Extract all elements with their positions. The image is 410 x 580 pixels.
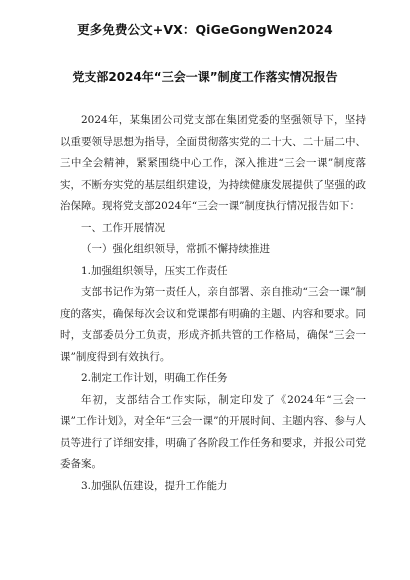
item-heading-team-building: 3.加强队伍建设，提升工作能力 — [81, 479, 228, 492]
intro-paragraph: 2024年，某集团公司党支部在集团党委的坚强领导下，坚持以重要领导思想为指导，全面贯彻落实党的二十大、二十届二中、三中全会精神，紧紧围绕中心工作，深入推进“三会一课”制度落实，不断夯实党的基层组织建设，为持续健康发展提供了坚强的政治保障。现将党支部2024年“三会一课”制度执行情况报告如下： — [60, 114, 366, 212]
item-heading-organization: 1.加强组织领导，压实工作责任 — [81, 264, 228, 277]
subsection-heading-leadership: （一）强化组织领导，常抓不懈持续推进 — [81, 243, 270, 255]
promo-banner: 更多免费公文+VX：QiGeGongWen2024 — [77, 22, 333, 37]
section-heading-work-status: 一、工作开展情况 — [81, 221, 165, 234]
document-body — [60, 110, 366, 497]
item-body-organization: 支部书记作为第一责任人，亲自部署、亲自推动“三会一课”制度的落实，确保每次会议和党课都有明确的主题、内容和要求。同时，支部委员分工负责，形成齐抓共管的工作格局，确保“三会一课”制度得到有效执行。 — [60, 286, 366, 363]
item-body-work-plan: 年初，支部结合工作实际，制定印发了《2024年“三会一课”工作计划》，对全年“三会一课”的开展时间、主题内容、参与人员等进行了详细安排，明确了各阶段工作任务和要求，并报公司党委备案。 — [60, 393, 366, 470]
item-heading-work-plan: 2.制定工作计划，明确工作任务 — [81, 372, 228, 384]
document-title: 党支部2024年“三会一课”制度工作落实情况报告 — [72, 70, 338, 84]
